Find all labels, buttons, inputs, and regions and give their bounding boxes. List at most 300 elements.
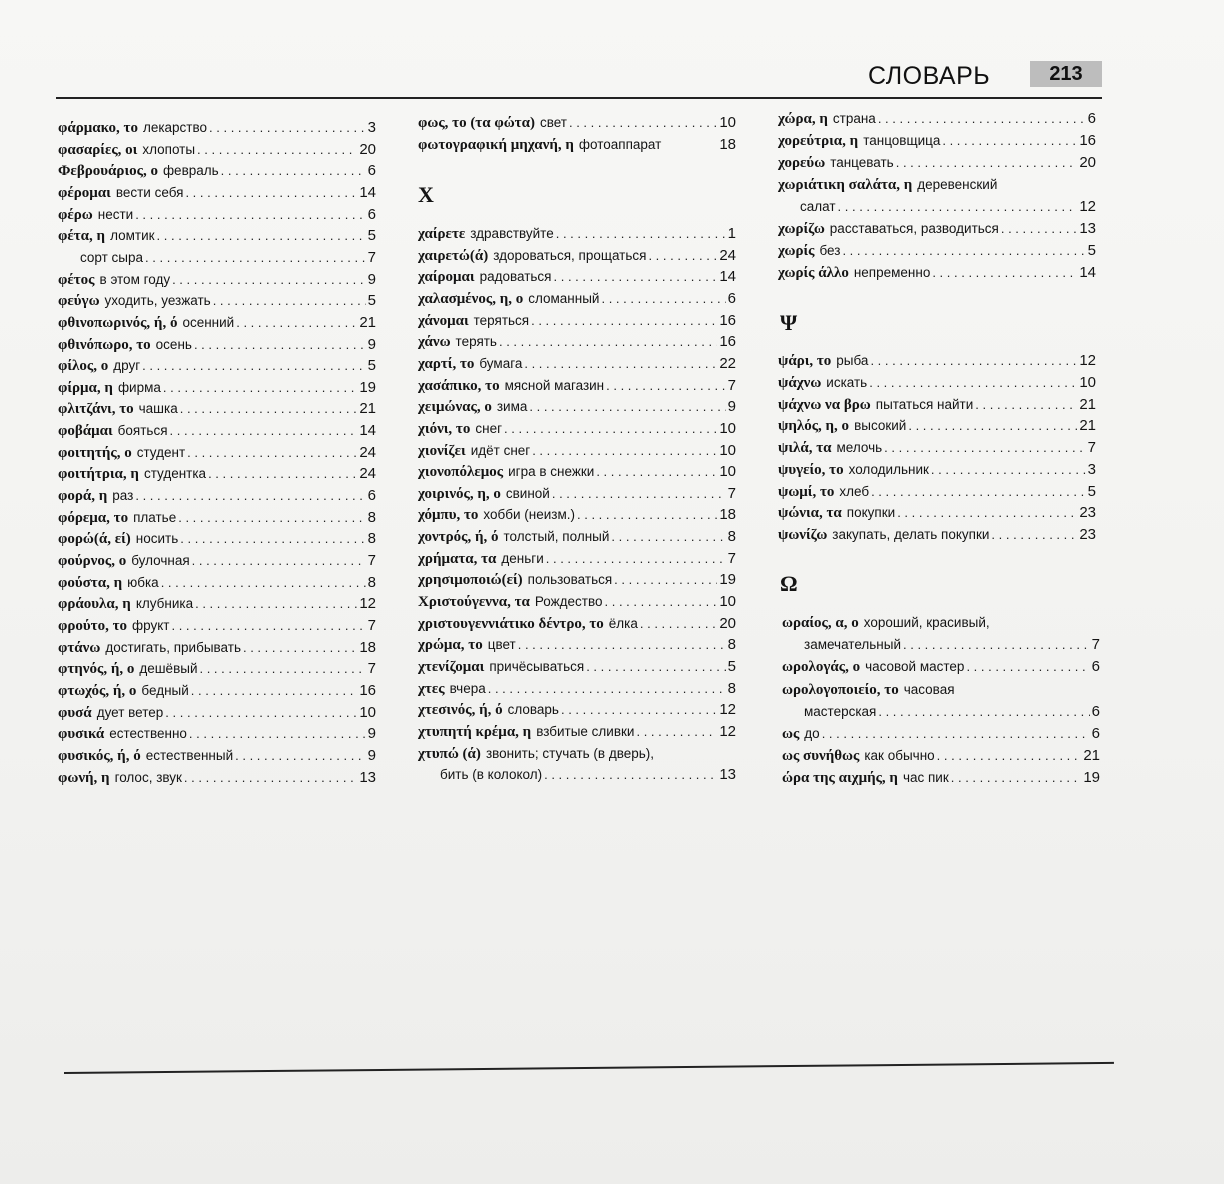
leader-dots	[518, 636, 726, 654]
leader-dots	[189, 725, 366, 743]
entry-headword: χιονοπόλεμος	[418, 464, 504, 481]
dictionary-entry	[58, 725, 376, 743]
entry-lesson-number: 19	[1083, 769, 1100, 787]
leader-dots	[842, 242, 1085, 260]
leader-dots	[838, 198, 1078, 216]
dictionary-entry	[778, 264, 1096, 282]
entry-lesson-number: 8	[727, 636, 736, 654]
entry-lesson-number: 6	[367, 205, 376, 223]
dictionary-entry	[778, 526, 1096, 544]
dictionary-entry	[418, 506, 736, 524]
entry-headword: χτεσινός, ή, ό	[418, 702, 503, 719]
entry-translation: без	[819, 243, 841, 258]
leader-dots	[648, 247, 717, 265]
leader-dots	[601, 290, 725, 308]
entry-lesson-number: 16	[719, 333, 736, 351]
entry-headword: χειμώνας, ο	[418, 399, 492, 416]
entry-lesson-number: 20	[359, 140, 376, 158]
entry-lesson-number: 7	[727, 549, 736, 567]
dictionary-entry	[58, 206, 376, 224]
leader-dots	[871, 483, 1086, 501]
entry-headword: χωρίς άλλο	[778, 265, 849, 281]
entry-lesson-number: 20	[1079, 154, 1096, 171]
leader-dots	[640, 615, 717, 633]
entry-translation: страна	[832, 111, 876, 126]
leader-dots	[171, 617, 365, 635]
dictionary-entry	[58, 400, 376, 418]
entry-translation: студентка	[143, 466, 207, 482]
entry-headword: φοιτήτρια, η	[58, 466, 139, 483]
page-number-badge	[1030, 61, 1102, 87]
entry-translation: бумага	[479, 355, 523, 371]
leader-dots	[170, 422, 358, 440]
entry-headword: χτυπητή κρέμα, η	[418, 723, 532, 740]
entry-lesson-number: 14	[1079, 264, 1096, 281]
leader-dots	[145, 249, 366, 267]
leader-dots	[546, 550, 726, 568]
entry-lesson-number: 13	[719, 766, 736, 784]
leader-dots	[942, 132, 1077, 150]
entry-lesson-number: 10	[719, 419, 736, 437]
entry-lesson-number: 12	[719, 701, 736, 719]
dictionary-entry	[58, 292, 376, 310]
entry-translation: свет	[539, 115, 567, 130]
leader-dots	[180, 400, 358, 418]
leader-dots	[488, 680, 726, 698]
leader-dots	[966, 658, 1089, 676]
entry-translation: закупать, делать покупки	[832, 527, 990, 542]
entry-lesson-number: 22	[719, 354, 736, 372]
dictionary-entry	[778, 132, 1096, 150]
entry-headword: φράουλα, η	[58, 596, 131, 613]
entry-headword: ωρολογοποιείο, το	[782, 681, 899, 698]
leader-dots	[504, 420, 717, 438]
entry-headword: Χριστούγεννα, τα	[418, 594, 530, 611]
entry-lesson-number: 12	[1079, 198, 1096, 215]
leader-dots	[157, 227, 366, 245]
dictionary-entry	[418, 355, 736, 373]
leader-dots	[869, 374, 1077, 392]
entry-translation: хлопоты	[142, 141, 196, 157]
entry-lesson-number: 19	[719, 571, 736, 589]
leader-dots	[932, 264, 1077, 282]
entry-translation: бояться	[117, 423, 168, 439]
entry-lesson-number: 21	[1079, 417, 1096, 435]
dictionary-entry	[778, 110, 1096, 128]
entry-lesson-number: 5	[367, 357, 376, 375]
dictionary-entry	[58, 552, 376, 570]
entry-translation: пользоваться	[527, 572, 613, 588]
dictionary-entry	[58, 314, 376, 332]
entry-translation: взбитые сливки	[536, 723, 635, 739]
entry-lesson-number: 9	[367, 335, 376, 353]
leader-dots	[554, 268, 718, 286]
dictionary-entry	[418, 485, 736, 503]
entry-headword: χορεύω	[778, 155, 826, 171]
entry-translation: холодильник	[848, 461, 929, 477]
entry-headword: χάνω	[418, 334, 451, 351]
entry-lesson-number: 5	[1087, 482, 1096, 500]
entry-lesson-number: 6	[367, 487, 376, 505]
leader-dots	[605, 593, 718, 611]
entry-translation: раз	[112, 488, 134, 504]
entry-lesson-number: 7	[727, 376, 736, 394]
leader-dots	[878, 703, 1089, 721]
dictionary-entry	[804, 703, 1100, 721]
entry-lesson-number: 7	[1087, 439, 1096, 456]
dictionary-entry	[418, 636, 736, 654]
entry-translation: танцевать	[830, 155, 894, 170]
entry-lesson-number: 24	[359, 465, 376, 483]
dictionary-entry	[418, 528, 736, 546]
dictionary-entry	[58, 141, 376, 159]
entry-headword: ως συνήθως	[782, 748, 860, 765]
entry-headword: χαιρετώ(ά)	[418, 247, 489, 264]
entry-headword: φως, το (τα φώτα)	[418, 115, 535, 131]
dictionary-entry	[58, 379, 376, 397]
entry-headword: χοιρινός, η, ο	[418, 485, 501, 502]
dictionary-entry	[782, 747, 1100, 765]
entry-lesson-number: 9	[367, 746, 376, 764]
entry-translation: зима	[496, 399, 528, 415]
entry-headword: χωρίς	[778, 243, 815, 259]
entry-translation: свиной	[505, 485, 550, 501]
entry-translation: искать	[826, 374, 868, 390]
entry-headword: φίρμα, η	[58, 379, 113, 396]
leader-dots	[1001, 220, 1077, 238]
leader-dots	[596, 463, 717, 481]
entry-lesson-number: 18	[719, 135, 736, 153]
dictionary-entry	[778, 176, 1096, 194]
entry-lesson-number: 6	[1087, 110, 1096, 127]
leader-dots	[569, 114, 717, 132]
dictionary-entry	[440, 766, 736, 784]
leader-dots	[896, 154, 1078, 172]
header-rule	[56, 97, 1102, 99]
entry-translation: дешёвый	[139, 661, 198, 677]
leader-dots	[135, 206, 365, 224]
entry-translation: вести себя	[115, 184, 184, 200]
entry-headword: φτωχός, ή, ο	[58, 682, 137, 699]
leader-dots	[951, 769, 1082, 787]
entry-lesson-number: 16	[719, 311, 736, 329]
entry-lesson-number: 18	[719, 506, 736, 524]
dictionary-entry	[58, 660, 376, 678]
dictionary-entry	[58, 162, 376, 180]
entry-lesson-number: 21	[359, 313, 376, 331]
dictionary-entry	[800, 198, 1096, 216]
entry-lesson-number: 13	[359, 768, 376, 786]
entry-translation: хлеб	[839, 483, 870, 499]
leader-dots	[614, 571, 717, 589]
entry-lesson-number: 7	[367, 660, 376, 678]
entry-lesson-number: 8	[367, 573, 376, 591]
entry-translation: мастерская	[804, 703, 877, 719]
leader-dots	[931, 461, 1086, 479]
entry-lesson-number: 10	[719, 114, 736, 131]
entry-lesson-number: 10	[719, 441, 736, 459]
leader-dots	[199, 660, 365, 678]
dictionary-entry	[418, 114, 736, 132]
entry-translation: причёсываться	[489, 659, 585, 674]
entry-translation: фотоаппарат	[578, 136, 662, 152]
entry-translation: Рождество	[534, 594, 603, 610]
entry-translation: вчера	[449, 680, 486, 696]
entry-lesson-number: 9	[367, 270, 376, 288]
entry-lesson-number: 23	[1079, 504, 1096, 522]
entry-lesson-number: 16	[359, 681, 376, 699]
entry-headword: φεύγω	[58, 293, 100, 310]
leader-dots	[184, 769, 357, 787]
entry-translation: замечательный	[804, 637, 901, 653]
entry-translation: танцовщица	[863, 133, 941, 148]
entry-headword: φτηνός, ή, ο	[58, 661, 135, 678]
entry-translation: звонить; стучать (в дверь),	[485, 745, 655, 761]
dictionary-entry	[782, 681, 1100, 699]
leader-dots	[135, 487, 365, 505]
entry-translation: ломтик	[110, 228, 155, 244]
dictionary-entry	[782, 725, 1100, 743]
entry-headword: χαίρετε	[418, 226, 466, 242]
dictionary-entry	[418, 247, 736, 265]
entry-translation: нести	[97, 206, 134, 222]
entry-translation: ёлка	[608, 615, 638, 631]
leader-dots	[208, 465, 357, 483]
entry-headword: χτενίζομαι	[418, 659, 485, 675]
entry-headword: χαλασμένος, η, ο	[418, 290, 524, 307]
dictionary-entry	[418, 333, 736, 351]
entry-headword: φρούτο, το	[58, 617, 128, 634]
dictionary-entry	[418, 571, 736, 589]
dictionary-entry	[778, 439, 1096, 457]
entry-lesson-number: 8	[367, 530, 376, 548]
entry-headword: ψυγείο, το	[778, 461, 844, 478]
entry-translation: высокий	[854, 418, 907, 434]
entry-headword: φυσικός, ή, ό	[58, 747, 141, 764]
entry-headword: χωριάτικη σαλάτα, η	[778, 177, 913, 193]
entry-headword: χρώμα, το	[418, 637, 483, 654]
entry-headword: φοβάμαι	[58, 423, 113, 440]
entry-lesson-number: 5	[367, 227, 376, 245]
entry-headword: χιόνι, το	[418, 420, 471, 437]
leader-dots	[556, 225, 726, 243]
entry-headword: φτάνω	[58, 639, 101, 656]
leader-dots	[499, 333, 717, 351]
entry-headword: φορά, η	[58, 488, 108, 505]
dictionary-entry	[418, 377, 736, 395]
entry-translation: естественный	[145, 747, 234, 763]
entry-translation: чашка	[138, 401, 178, 417]
entry-translation: фрукт	[132, 617, 170, 633]
dictionary-entry	[58, 271, 376, 289]
leader-dots	[221, 162, 366, 180]
entry-translation: голос, звук	[114, 769, 182, 785]
entry-translation: радоваться	[479, 269, 552, 285]
entry-translation: студент	[136, 444, 186, 460]
leader-dots	[195, 595, 357, 613]
entry-headword: φυσά	[58, 704, 92, 721]
dictionary-entry	[58, 704, 376, 722]
entry-headword: φυσικά	[58, 726, 105, 743]
entry-translation: деньги	[501, 550, 544, 566]
dictionary-entry	[58, 509, 376, 527]
entry-headword: ψάρι, το	[778, 353, 832, 369]
entry-lesson-number: 10	[719, 463, 736, 481]
leader-dots	[191, 682, 358, 700]
entry-lesson-number: 5	[727, 658, 736, 675]
entry-translation: мясной магазин	[504, 377, 605, 393]
entry-translation: здороваться, прощаться	[493, 247, 647, 263]
dictionary-entry	[782, 614, 1100, 632]
leader-dots	[884, 439, 1086, 457]
entry-headword: φωτογραφική μηχανή, η	[418, 136, 574, 153]
entry-lesson-number: 20	[719, 614, 736, 632]
dictionary-entry	[58, 465, 376, 483]
dictionary-entry	[418, 312, 736, 330]
entry-headword: φέτα, η	[58, 228, 106, 245]
leader-dots	[236, 314, 357, 332]
section-letter-omega: Ω	[780, 571, 798, 596]
dictionary-entry	[58, 119, 376, 137]
entry-translation: хороший, красивый,	[863, 615, 990, 630]
leader-dots	[586, 658, 725, 676]
dictionary-entry	[418, 268, 736, 286]
leader-dots	[577, 506, 717, 524]
entry-lesson-number: 12	[359, 595, 376, 613]
leader-dots	[636, 723, 717, 741]
leader-dots	[552, 485, 726, 503]
entry-headword: ψωνίζω	[778, 527, 828, 543]
entry-translation: здравствуйте	[470, 226, 554, 241]
entry-lesson-number: 5	[367, 292, 376, 310]
leader-dots	[187, 444, 357, 462]
entry-lesson-number: 10	[1079, 373, 1096, 391]
entry-translation: юбка	[127, 574, 159, 590]
entry-headword: ως	[782, 726, 800, 742]
dictionary-entry	[58, 574, 376, 592]
entry-headword: φίλος, ο	[58, 358, 109, 375]
entry-translation: фирма	[117, 379, 161, 395]
leader-dots	[178, 509, 365, 527]
entry-translation: сорт сыра	[80, 249, 144, 265]
leader-dots	[529, 398, 725, 416]
entry-translation: естественно	[109, 726, 187, 742]
entry-translation: сломанный	[528, 290, 600, 306]
entry-headword: ωραίος, α, ο	[782, 615, 859, 631]
dictionary-entry	[418, 615, 736, 633]
entry-lesson-number: 10	[719, 593, 736, 611]
entry-headword: φέτος	[58, 271, 95, 288]
entry-translation: мелочь	[836, 440, 883, 455]
entry-lesson-number: 19	[359, 378, 376, 396]
entry-translation: часовой мастер	[865, 659, 965, 675]
entry-lesson-number: 21	[359, 400, 376, 418]
entry-translation: час пик	[902, 770, 949, 786]
entry-headword: χρησιμοποιώ(εί)	[418, 572, 523, 589]
leader-dots	[209, 119, 366, 137]
entry-headword: φθινοπωρινός, ή, ό	[58, 314, 178, 331]
dictionary-entry	[58, 617, 376, 635]
entry-translation: как обычно	[864, 748, 935, 764]
entry-lesson-number: 6	[367, 162, 376, 180]
leader-dots	[185, 184, 357, 202]
leader-dots	[975, 396, 1077, 414]
entry-translation: достигать, прибывать	[105, 639, 241, 655]
entry-lesson-number: 21	[1083, 747, 1100, 765]
entry-translation: пытаться найти	[875, 396, 974, 412]
section-letter-psi: Ψ	[780, 310, 798, 335]
dictionary-entry	[58, 422, 376, 440]
entry-headword: χώρα, η	[778, 111, 828, 127]
leader-dots	[611, 528, 725, 546]
entry-headword: φοιτητής, ο	[58, 444, 132, 461]
entry-translation: булочная	[131, 553, 190, 568]
entry-translation: часовая	[903, 681, 955, 697]
entry-translation: игра в снежки	[508, 464, 595, 480]
entry-headword: ωρολογάς, ο	[782, 659, 861, 676]
entry-lesson-number: 6	[1091, 725, 1100, 742]
entry-translation: клубника	[135, 596, 194, 612]
page-number: 213	[1049, 62, 1083, 85]
leader-dots	[197, 141, 357, 159]
dictionary-entry	[778, 483, 1096, 501]
dictionary-entry	[778, 374, 1096, 392]
entry-headword: χοντρός, ή, ό	[418, 529, 499, 546]
dictionary-entry	[418, 593, 736, 611]
entry-lesson-number: 8	[727, 679, 736, 697]
leader-dots	[235, 747, 366, 765]
leader-dots	[142, 357, 366, 375]
dictionary-entry	[58, 184, 376, 202]
entry-headword: ψάχνω να βρω	[778, 396, 871, 413]
entry-headword: ώρα της αιχμής, η	[782, 770, 898, 787]
entry-translation: осенний	[182, 314, 235, 330]
entry-headword: ψώνια, τα	[778, 505, 842, 522]
entry-lesson-number: 6	[1091, 658, 1100, 676]
dictionary-entry	[80, 249, 376, 267]
entry-translation: февраль	[162, 163, 219, 179]
dictionary-entry	[58, 595, 376, 613]
entry-lesson-number: 7	[367, 616, 376, 634]
dictionary-entry	[418, 550, 736, 568]
section-letter-chi: X	[418, 182, 434, 207]
leader-dots	[606, 377, 726, 395]
dictionary-entry	[418, 723, 736, 741]
footer-rule	[64, 1062, 1114, 1074]
entry-lesson-number: 7	[367, 248, 376, 266]
leader-dots	[908, 417, 1077, 435]
entry-translation: салат	[800, 199, 836, 214]
dictionary-entry	[418, 701, 736, 719]
entry-translation: теряться	[473, 312, 530, 328]
entry-translation: лекарство	[142, 120, 208, 135]
entry-lesson-number: 13	[1079, 220, 1096, 237]
dictionary-entry	[58, 336, 376, 354]
leader-dots	[937, 747, 1082, 765]
dictionary-entry	[418, 420, 736, 438]
dictionary-entry	[58, 747, 376, 765]
leader-dots	[243, 639, 357, 657]
entry-lesson-number: 16	[1079, 132, 1096, 149]
entry-headword: χριστουγεννιάτικο δέντρο, το	[418, 615, 604, 632]
entry-lesson-number: 3	[367, 119, 376, 136]
entry-headword: ψηλός, η, ο	[778, 418, 850, 435]
entry-headword: χιονίζει	[418, 442, 466, 459]
dictionary-entry	[778, 242, 1096, 260]
entry-headword: φθινόπωρο, το	[58, 336, 151, 353]
entry-headword: χτες	[418, 680, 445, 697]
dictionary-entry	[418, 136, 736, 154]
